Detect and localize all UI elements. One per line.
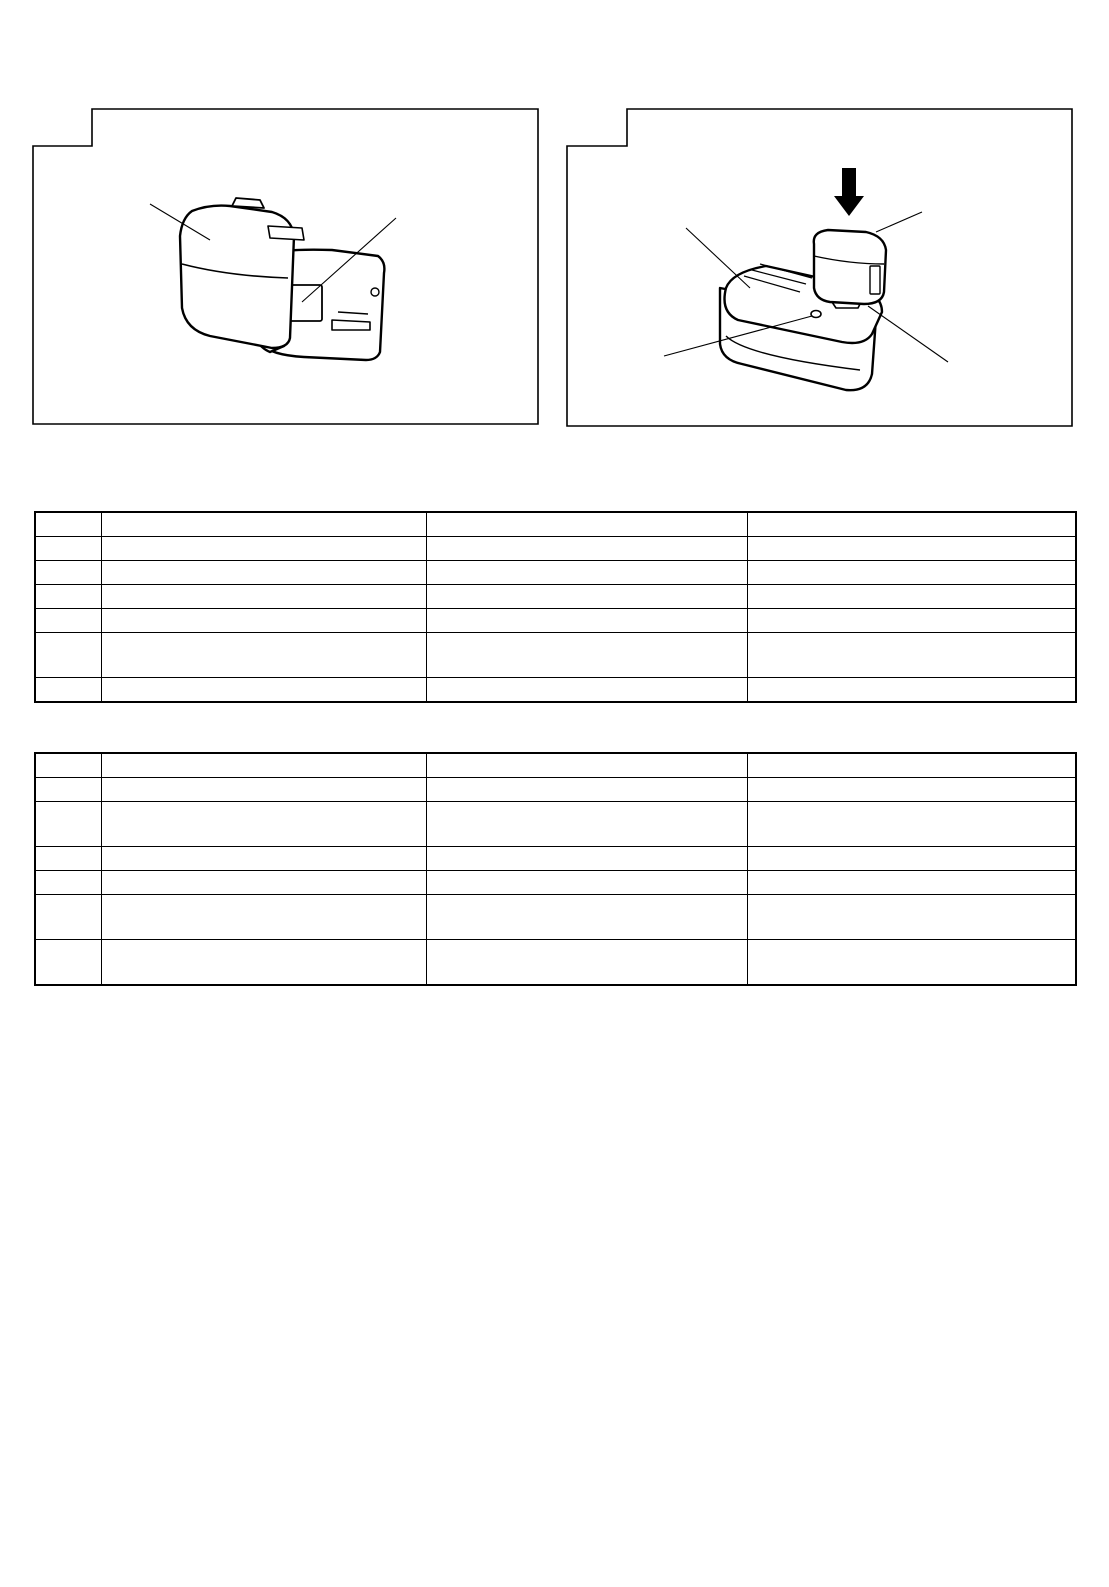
table-cell	[426, 778, 747, 802]
table-cell	[426, 753, 747, 778]
table-cell	[101, 609, 426, 633]
table-cell	[35, 847, 101, 871]
table-cell	[101, 802, 426, 847]
table-cell	[35, 940, 101, 986]
table-row	[35, 561, 1076, 585]
table-cell	[747, 561, 1076, 585]
table-cell	[35, 512, 101, 537]
table-cell	[101, 678, 426, 703]
table-cell	[747, 609, 1076, 633]
table-cell	[747, 633, 1076, 678]
table-cell	[101, 585, 426, 609]
table-cell	[747, 537, 1076, 561]
charger-callout-line-2	[876, 212, 922, 232]
table-cell	[426, 871, 747, 895]
charger-illustration	[566, 108, 1076, 428]
table-cell	[101, 778, 426, 802]
table-cell	[747, 753, 1076, 778]
table-cell	[426, 561, 747, 585]
table-cell	[101, 847, 426, 871]
spec-table-2-body	[35, 753, 1076, 985]
table-cell	[101, 537, 426, 561]
table-cell	[747, 802, 1076, 847]
spec-table-1	[34, 511, 1077, 703]
table-cell	[101, 512, 426, 537]
battery-on-charger-icon	[814, 230, 886, 308]
table-row	[35, 609, 1076, 633]
table-row	[35, 847, 1076, 871]
table-cell	[101, 940, 426, 986]
table-cell	[426, 585, 747, 609]
table-cell	[426, 633, 747, 678]
charger-callout-line-4	[868, 306, 948, 362]
table-cell	[426, 678, 747, 703]
table-cell	[747, 585, 1076, 609]
table-row	[35, 585, 1076, 609]
battery-illustration	[32, 108, 542, 428]
table-cell	[747, 847, 1076, 871]
table-cell	[426, 512, 747, 537]
table-cell	[426, 802, 747, 847]
table-cell	[35, 678, 101, 703]
table-cell	[35, 609, 101, 633]
down-arrow-icon	[834, 168, 864, 216]
table-row	[35, 633, 1076, 678]
spec-table-1-body	[35, 512, 1076, 702]
spec-table-2	[34, 752, 1077, 986]
table-row	[35, 753, 1076, 778]
table-cell	[35, 633, 101, 678]
table-cell	[35, 585, 101, 609]
table-cell	[101, 895, 426, 940]
table-cell	[426, 895, 747, 940]
table-row	[35, 512, 1076, 537]
table-row	[35, 802, 1076, 847]
charger-callout-line-1	[686, 228, 750, 288]
table-cell	[101, 753, 426, 778]
table-cell	[426, 537, 747, 561]
figure-charger	[566, 108, 1076, 428]
figure-battery	[32, 108, 542, 428]
table-cell	[35, 895, 101, 940]
table-cell	[35, 871, 101, 895]
table-cell	[747, 512, 1076, 537]
table-row	[35, 940, 1076, 986]
table-row	[35, 678, 1076, 703]
table-cell	[747, 778, 1076, 802]
table-cell	[747, 678, 1076, 703]
table-cell	[101, 561, 426, 585]
battery-icon	[180, 198, 384, 360]
table-cell	[426, 940, 747, 986]
table-row	[35, 778, 1076, 802]
table-cell	[101, 633, 426, 678]
table-cell	[35, 802, 101, 847]
table-row	[35, 537, 1076, 561]
table-cell	[747, 940, 1076, 986]
table-cell	[101, 871, 426, 895]
table-row	[35, 895, 1076, 940]
table-cell	[747, 871, 1076, 895]
table-cell	[35, 753, 101, 778]
table-cell	[426, 847, 747, 871]
table-row	[35, 871, 1076, 895]
table-cell	[426, 609, 747, 633]
table-cell	[747, 895, 1076, 940]
table-cell	[35, 537, 101, 561]
table-cell	[35, 778, 101, 802]
table-cell	[35, 561, 101, 585]
